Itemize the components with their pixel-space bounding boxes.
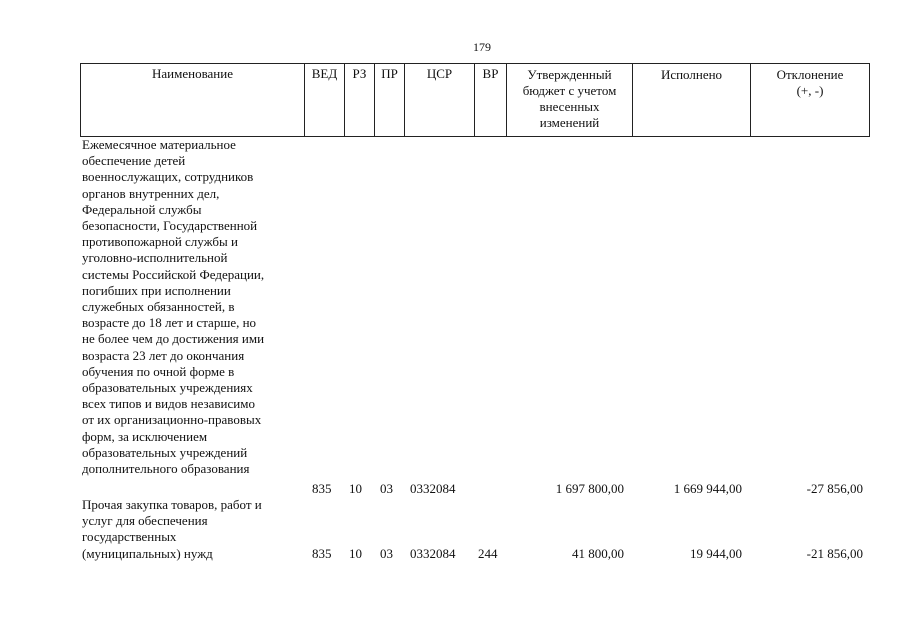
row-pr: 03 xyxy=(380,481,393,496)
row-name-line: дополнительного образования xyxy=(82,461,250,477)
row-name xyxy=(82,497,308,562)
header-pr: ПР xyxy=(381,66,398,81)
row-name-line: форм, за исключением xyxy=(82,428,208,444)
header-csr: ЦСР xyxy=(426,66,453,81)
row-name-line: Ежемесячное материальное xyxy=(82,137,236,152)
page-number: 179 xyxy=(473,40,491,54)
row-name-line: (муниципальных) нужд xyxy=(82,545,213,561)
row-pr: 03 xyxy=(380,546,393,561)
row-executed: 19 944,00 xyxy=(690,546,742,561)
row-name-line: органов внутренних дел, xyxy=(82,185,220,201)
header-approved-line: Утвержденный xyxy=(527,67,612,82)
row-name-line: обучения по очной форме в xyxy=(82,363,235,379)
row-csr: 0332084 xyxy=(410,546,456,561)
header-vr: ВР xyxy=(482,66,499,81)
row-name-line: служебных обязанностей, в xyxy=(82,299,235,315)
row-approved: 41 800,00 xyxy=(572,546,624,561)
row-name-line: Прочая закупка товаров, работ и xyxy=(82,497,262,512)
row-deviation: -27 856,00 xyxy=(806,481,863,496)
row-rz: 10 xyxy=(349,481,362,496)
row-name-line: погибших при исполнении xyxy=(82,282,231,298)
row-name-line: всех типов и видов независимо xyxy=(82,396,255,412)
header-approved-line: изменений xyxy=(539,115,600,130)
row-name-line: уголовно-исполнительной xyxy=(82,250,228,266)
row-rz: 10 xyxy=(349,546,362,561)
row-executed: 1 669 944,00 xyxy=(673,481,742,496)
row-approved: 1 697 800,00 xyxy=(555,481,624,496)
row-name-line: образовательных учреждений xyxy=(82,444,248,460)
header-approved-line: внесенных xyxy=(539,99,600,114)
header-executed: Исполнено xyxy=(660,67,723,82)
header-ved: ВЕД xyxy=(311,66,338,81)
row-name-line: возрасте до 18 лет и старше, но xyxy=(82,315,257,331)
header-approved-line: бюджет с учетом xyxy=(522,83,617,98)
header-rz: РЗ xyxy=(352,66,367,81)
row-deviation: -21 856,00 xyxy=(806,546,863,561)
header-deviation-line: (+, -) xyxy=(796,83,824,98)
row-name-line: образовательных учреждениях xyxy=(82,380,253,396)
row-csr: 0332084 xyxy=(410,481,456,496)
header-name: Наименование xyxy=(152,66,233,81)
row-name-line: системы Российской Федерации, xyxy=(82,266,265,282)
row-vr: 244 xyxy=(478,546,498,561)
row-ved: 835 xyxy=(312,481,332,496)
row-name-line: военнослужащих, сотрудников xyxy=(82,169,254,185)
row-name xyxy=(82,137,308,477)
row-name-line: безопасности, Государственной xyxy=(82,218,258,234)
row-name-line: услуг для обеспечения xyxy=(82,513,208,529)
header-deviation-line: Отклонение xyxy=(776,67,844,82)
row-name-line: противопожарной службы и xyxy=(82,234,238,250)
row-name-line: государственных xyxy=(82,529,177,545)
row-name-line: обеспечение детей xyxy=(82,153,186,169)
row-name-line: не более чем до достижения ими xyxy=(82,331,265,347)
header-approved xyxy=(507,67,632,131)
row-name-line: Федеральной службы xyxy=(82,201,202,217)
row-name-line: возраста 23 лет до окончания xyxy=(82,347,245,363)
header-deviation xyxy=(751,67,869,99)
row-ved: 835 xyxy=(312,546,332,561)
row-name-line: от их организационно-правовых xyxy=(82,412,262,428)
